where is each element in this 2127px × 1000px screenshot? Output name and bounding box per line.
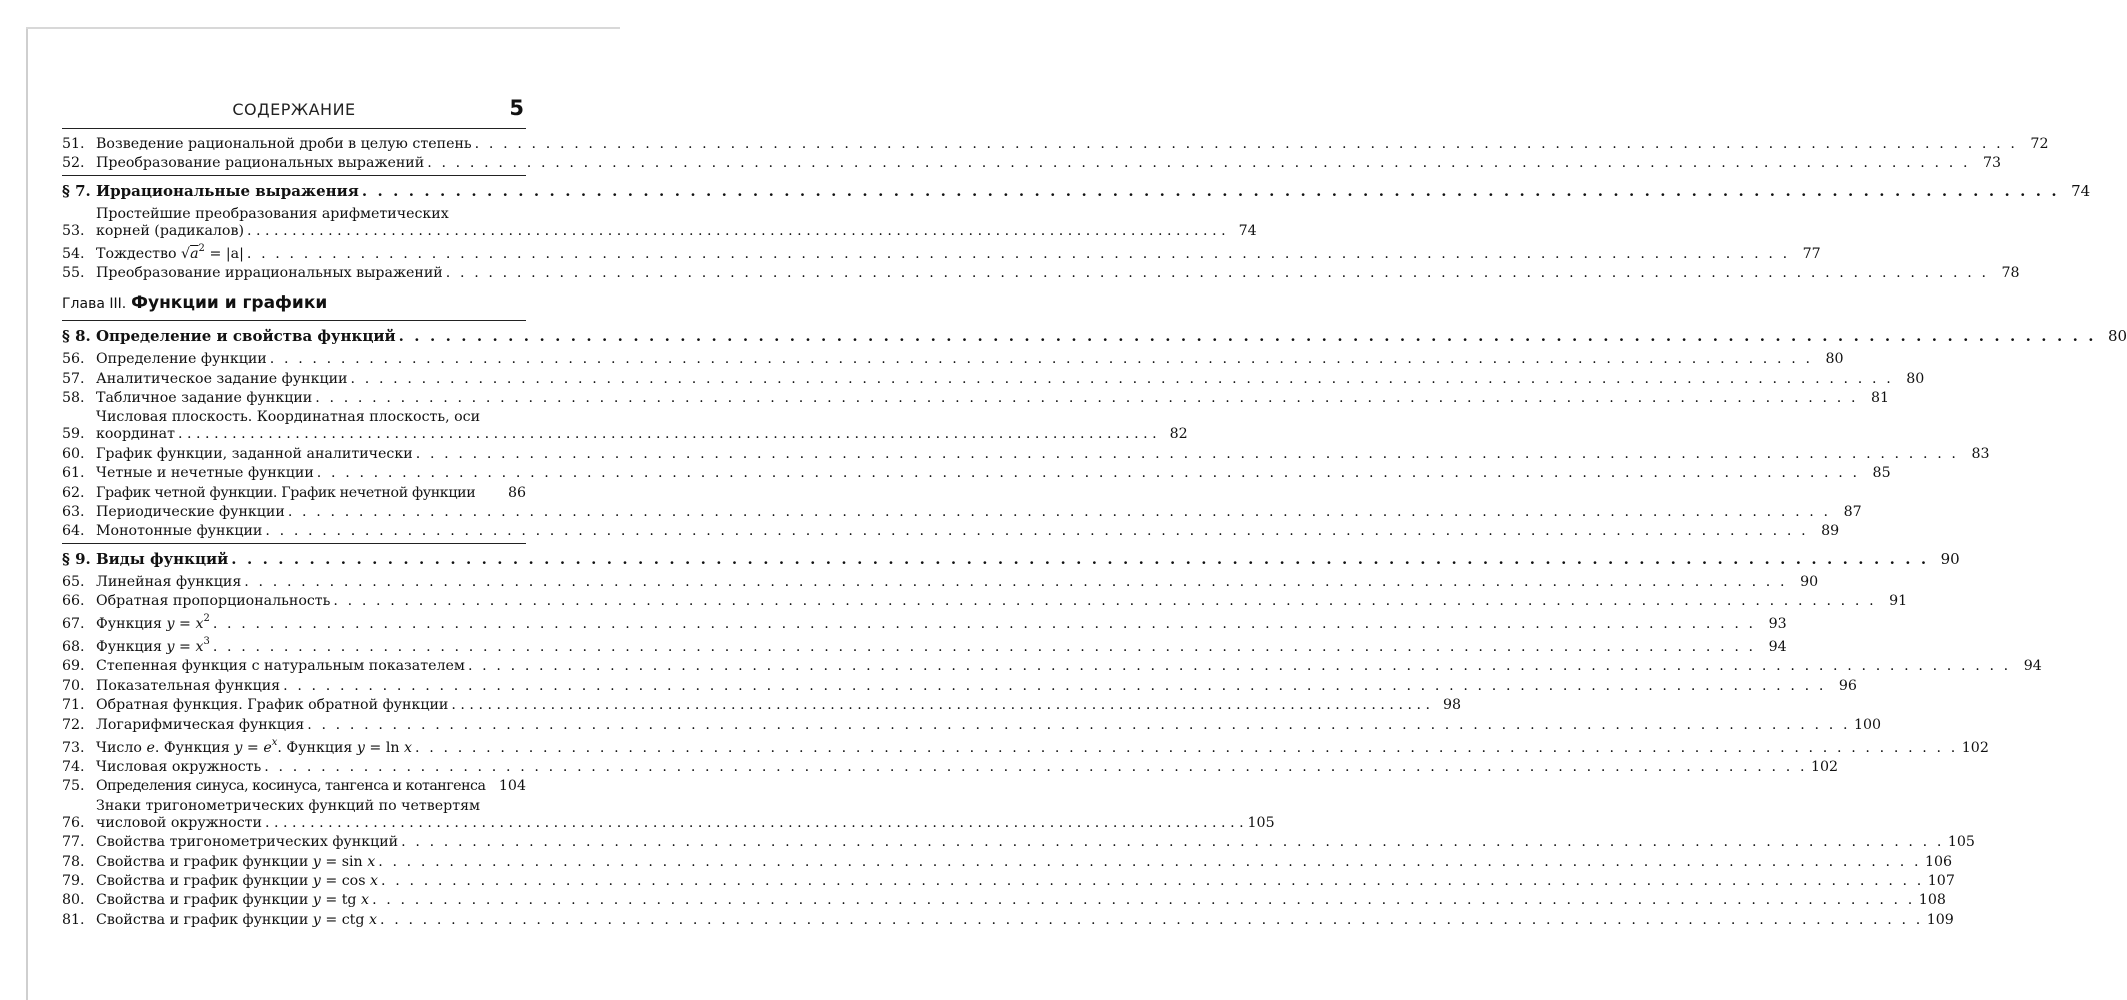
leader-dots [178,426,1157,443]
toc-entry-63 [62,503,1862,521]
entry-title: Преобразование иррациональных выражений [96,265,443,282]
toc-entry-74 [62,759,1839,776]
entry-title: Свойства тригонометрических функций [96,834,399,851]
formula-fn: ln [385,739,400,756]
formula-arg: x [404,739,413,756]
entry-page: 104 [498,778,526,795]
entry-number: 63. [62,503,85,520]
formula-eq: = [179,639,191,656]
entry-page: 98 [1442,697,1462,714]
leader-dots [270,351,1813,368]
formula-exponent: 3 [203,636,210,648]
entry-page: 72 [2030,136,2049,152]
entry-title [96,854,375,871]
toc-entry-58 [62,389,1890,407]
toc-entry-53 [62,205,1257,240]
leader-dots [247,246,1790,263]
header-title: СОДЕРЖАНИЕ [232,100,356,119]
entry-title-line2: координат [96,426,175,443]
entry-title: Показательная функция [96,677,281,694]
toc-entry-54 [62,243,1821,263]
leader-dots [283,678,1826,695]
entry-title-line1: Числовая плоскость. Координатная плоскость, оси [96,409,481,426]
entry-number: 54. [62,245,85,262]
entry-page: 87 [1843,503,1862,520]
formula-base: x [195,639,204,656]
section-title: § 7. Иррациональные выражения [62,181,359,200]
formula-arg: x [368,911,377,928]
formula-eq: = [325,872,338,889]
leader-dots [427,155,1970,172]
toc-entry-51 [62,136,2049,153]
formula-base: x [195,616,204,633]
toc-entry-67 [62,613,1787,633]
entry-title: Табличное задание функции [96,389,313,406]
entry-number: 64. [62,523,85,540]
entry-page: 89 [1821,523,1840,540]
entry-page: 106 [1924,853,1953,870]
entry-title: Определение функции [96,351,267,368]
formula-var: y [166,639,175,656]
formula-const: e [146,739,155,756]
entry-title-text: Свойства и график функции [96,892,309,909]
leader-dots [351,371,1894,388]
entry-title-text: Функция [96,639,162,656]
leader-dots [378,854,1921,871]
toc-entry-76 [62,797,1275,832]
entry-number: 70. [62,677,85,694]
formula-arg: x [361,892,370,909]
entry-number: 65. [62,573,85,590]
leader-dots [380,912,1923,929]
toc-entry-68 [62,636,1787,656]
leader-dots [244,574,1787,591]
toc-section-7 [62,181,2091,200]
entry-page: 74 [1238,222,1257,239]
formula-eq: = [325,853,338,870]
toc-entry-81 [62,911,1954,929]
entry-page: 73 [1983,155,2002,172]
chapter-label: Глава III. [62,296,127,313]
entry-title: Возведение рациональной дроби в целую степень [96,136,472,152]
toc-entry-75 [62,778,526,795]
entry-number: 75. [62,778,85,795]
entry-title: Логарифмическая функция [96,716,305,733]
leader-dots [475,136,2018,153]
entry-title [96,736,413,757]
formula-fn: sin [341,853,363,870]
toc-entry-71 [62,697,1462,714]
leader-dots [362,183,2059,200]
entry-number: 55. [62,265,85,282]
header-page-number: 5 [509,96,524,120]
formula-eq: = [369,739,382,756]
entry-title-line1: Простейшие преобразования арифметических [96,205,449,222]
toc-entry-64 [62,523,1840,540]
entry-page: 82 [1169,426,1188,443]
entry-title-text: Свойства и график функции [96,911,309,928]
toc-entry-69 [62,658,2042,675]
section-title: § 8. Определение и свойства функций [62,327,396,346]
entry-title: Четные и нечетные функции [96,465,314,482]
entry-title [96,613,210,633]
section-divider [62,543,526,544]
entry-page: 96 [1838,677,1857,694]
entry-page: 105 [1947,834,1975,851]
toc-section-8 [62,327,2127,346]
entry-number: 51. [62,136,85,152]
leader-dots [315,390,1858,407]
toc-entry-57 [62,370,1925,388]
toc-entry-79 [62,872,1955,890]
leader-dots [401,834,1944,851]
entry-title-line2: числовой окружности [96,814,262,831]
formula-rest: = |a| [209,245,244,262]
entry-page: 94 [2023,658,2042,675]
formula-var: y [166,616,175,633]
entry-title: Степенная функция с натуральным показателем [96,658,465,675]
formula-arg: x [367,853,376,870]
entry-title: Периодические функции [96,503,285,520]
entry-title-text: Функция [96,616,162,633]
entry-title [96,873,378,890]
entry-number: 78. [62,853,85,870]
entry-number: 68. [62,639,85,656]
entry-number: 73. [62,739,85,756]
entry-page: 86 [507,484,526,501]
entry-page: 105 [1247,814,1275,831]
formula-var: y [356,739,365,756]
formula-arg: x [370,872,379,889]
entry-number: 77. [62,834,85,851]
entry-page: 91 [1889,593,1908,610]
section-title: § 9. Виды функций [62,549,229,568]
entry-title-text: . Функция [277,739,353,756]
entry-title: Преобразование рациональных выражений [96,155,425,172]
toc-entry-70 [62,677,1857,695]
entry-title [96,636,210,656]
entry-title-text: Число [96,739,142,756]
toc-entry-65 [62,573,1819,591]
leader-dots [416,446,1959,463]
entry-number: 56. [62,351,85,368]
entry-title-text: . Функция [154,739,230,756]
toc-entry-72 [62,716,1882,734]
entry-page: 108 [1918,892,1946,909]
leader-dots [415,740,1958,757]
toc-entry-78 [62,853,1953,871]
toc-section-9 [62,549,1960,568]
entry-number: 79. [62,872,85,889]
entry-page: 93 [1768,616,1787,633]
formula-exponent: x [271,736,278,748]
formula-exponent: 2 [203,613,210,625]
toc-entry-55 [62,265,2020,282]
entry-page: 90 [1800,573,1819,590]
entry-title-text: Тождество [96,245,177,262]
entry-number: 58. [62,389,85,406]
toc-entry-77 [62,834,1975,851]
leader-dots [264,759,1807,776]
leader-dots [307,717,1850,734]
leader-dots [468,658,2011,675]
entry-title [96,912,377,929]
running-header [62,96,526,129]
entry-page: 78 [2001,265,2020,282]
entry-title: Линейная функция [96,573,242,590]
section-page: 74 [2071,181,2091,200]
leader-dots [265,523,1808,540]
toc-entry-60 [62,445,1990,463]
entry-page: 102 [1961,739,1989,756]
entry-page: 77 [1802,245,1821,262]
toc-entry-56 [62,351,1844,368]
toc-entry-61 [62,465,1891,482]
formula-exponent: 2 [198,243,205,255]
entry-number: 67. [62,616,85,633]
entry-page: 83 [1971,445,1990,462]
entry-page: 80 [1825,351,1844,368]
toc-entry-59 [62,409,1188,443]
section-page: 80 [2107,327,2127,346]
entry-number: 53. [62,222,85,239]
formula-eq: = [325,892,338,909]
sqrt-formula: $√a^2 = |a|$ [181,243,244,262]
entry-title: График четной функции. График нечетной функции [96,484,476,501]
section-page: 90 [1940,549,1960,568]
formula-var: y [312,911,321,928]
entry-title-text: Свойства и график функции [96,853,309,870]
entry-page: 80 [1906,370,1925,387]
entry-title: Определения синуса, косинуса, тангенса и котангенса [96,778,486,795]
entry-number: 60. [62,445,85,462]
leader-dots [247,223,1226,240]
entry-page: 100 [1853,716,1882,733]
entry-title-line1: Знаки тригонометрических функций по четвертям [96,797,481,814]
page-top-edge [26,27,620,29]
entry-title: Числовая окружность [96,759,262,776]
chapter-name: Функции и графики [131,293,328,314]
entry-number: 74. [62,759,85,776]
formula-eq: = [179,616,191,633]
entry-title: Обратная пропорциональность [96,593,331,610]
leader-dots [265,815,1244,832]
entry-title-text: Свойства и график функции [96,872,309,889]
toc-entry-80 [62,892,1946,909]
leader-dots [317,465,1860,482]
entry-number: 80. [62,892,85,909]
entry-page: 109 [1926,911,1954,928]
chapter-heading [62,295,526,313]
table-of-contents [62,136,2127,931]
entry-title: График функции, заданной аналитически [96,445,413,462]
toc-entry-52 [62,155,2002,172]
entry-title: Обратная функция. График обратной функции [96,697,449,714]
entry-page: 102 [1810,759,1839,776]
leader-dots [381,873,1924,890]
formula-var: y [312,853,321,870]
entry-title [96,243,244,263]
entry-page: 107 [1927,872,1955,889]
section-divider [62,320,526,321]
toc-entry-66 [62,593,1908,610]
leader-dots [213,616,1756,633]
leader-dots [213,639,1756,656]
entry-number: 59. [62,426,85,443]
entry-page: 81 [1871,389,1890,406]
entry-number: 62. [62,484,85,501]
toc-entry-73 [62,736,1989,757]
entry-title: Аналитическое задание функции [96,370,348,387]
entry-number: 57. [62,370,85,387]
leader-dots [333,593,1876,610]
leader-dots [231,551,1928,568]
entry-number: 72. [62,716,85,733]
leader-dots [372,892,1915,909]
entry-number: 52. [62,155,85,172]
entry-title: Монотонные функции [96,523,263,540]
entry-number: 66. [62,593,85,610]
leader-dots [288,504,1831,521]
formula-eq: = [325,911,338,928]
toc-entry-62 [62,485,526,502]
section-divider [62,175,526,176]
formula-var: y [234,739,243,756]
formula-eq: = [246,739,259,756]
leader-dots [399,328,2096,345]
entry-title [96,892,369,909]
formula-fn: tg [341,892,357,909]
leader-dots [451,697,1430,714]
entry-title-line2: корней (радикалов) [96,222,244,239]
entry-number: 71. [62,697,85,714]
entry-page: 85 [1872,465,1891,482]
page-left-edge [26,27,28,1000]
leader-dots [446,265,1989,282]
entry-number: 69. [62,658,85,675]
formula-var: y [312,872,321,889]
entry-number: 81. [62,911,85,928]
formula-var: y [312,892,321,909]
entry-number: 76. [62,814,85,831]
formula-fn: ctg [341,911,365,928]
entry-page: 94 [1768,639,1787,656]
entry-number: 61. [62,465,85,482]
formula-fn: cos [341,872,366,889]
formula-radicand: a [190,245,199,262]
formula-base: e [263,739,272,756]
